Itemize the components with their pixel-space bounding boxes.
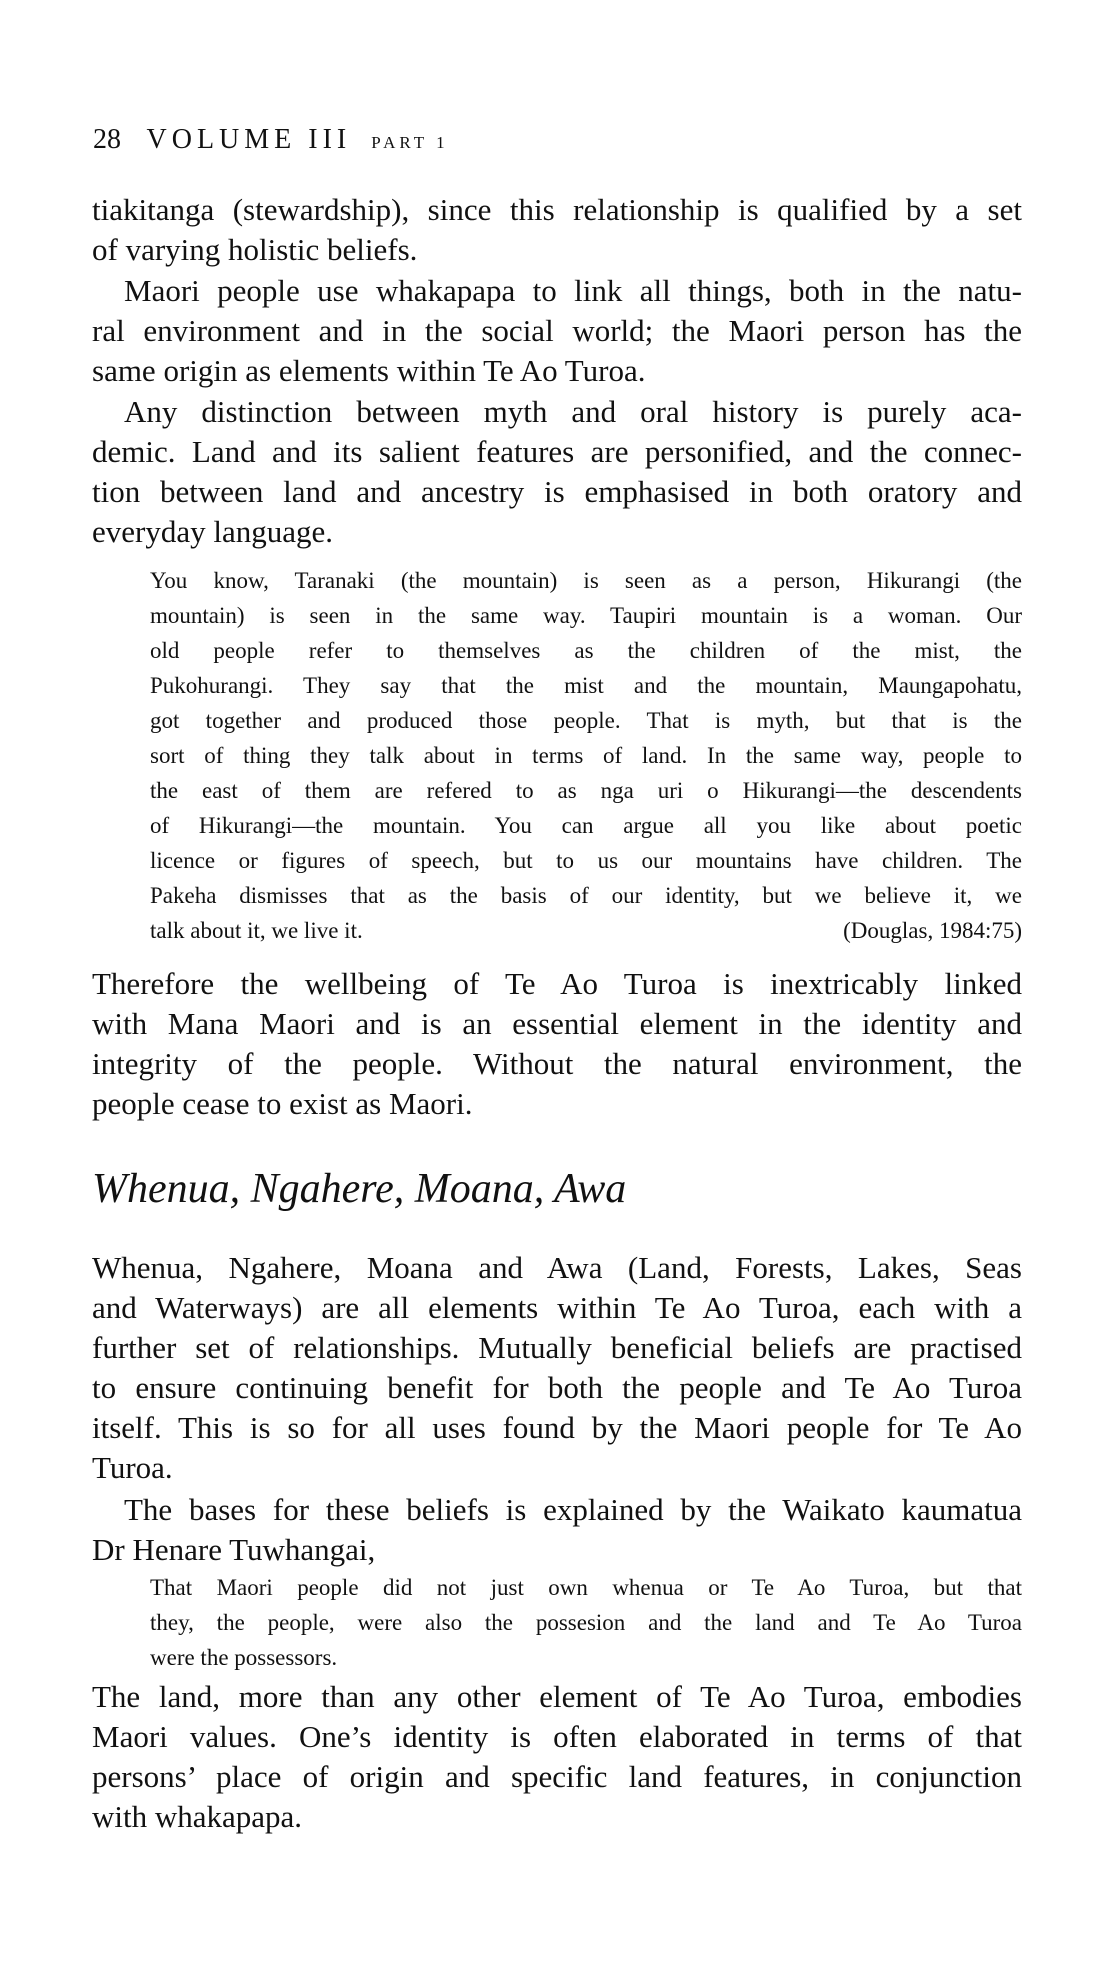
text-line: everyday language.	[92, 514, 333, 549]
citation: (Douglas, 1984:75)	[843, 918, 1022, 943]
quote-line: That Maori people did not just own whenua or Te Ao Turoa, but that	[150, 1575, 1022, 1600]
paragraph-6	[92, 1490, 1022, 1570]
text-line: and Waterways) are all elements within Te Ao Turoa, each with a	[92, 1290, 1022, 1325]
quote-line: got together and produced those people. That is myth, but that is the	[150, 708, 1022, 733]
text-line: Dr Henare Tuwhangai,	[92, 1532, 376, 1567]
quote-line: You know, Taranaki (the mountain) is seen as a person, Hikurangi (the	[150, 568, 1022, 593]
volume-label: VOLUME III	[146, 124, 352, 155]
quote-line: of Hikurangi—the mountain. You can argue all you like about poetic	[150, 813, 1022, 838]
text-line: with whakapapa.	[92, 1799, 303, 1834]
text-line: Maori people use whakapapa to link all things, both in the natu-	[124, 273, 1022, 308]
paragraph-4	[92, 964, 1022, 1124]
paragraph-7	[92, 1677, 1022, 1837]
text-line: people cease to exist as Maori.	[92, 1086, 473, 1121]
quote-line: Pakeha dismisses that as the basis of our identity, but we believe it, we	[150, 883, 1022, 908]
text-line: further set of relationships. Mutually beneficial beliefs are practised	[92, 1330, 1022, 1365]
quote-line: mountain) is seen in the same way. Taupiri mountain is a woman. Our	[150, 603, 1022, 628]
paragraph-5	[92, 1248, 1022, 1488]
part-label: PART 1	[371, 133, 449, 152]
text-line: with Mana Maori and is an essential element in the identity and	[92, 1006, 1022, 1041]
paragraph-2	[92, 271, 1022, 391]
quote-line: Pukohurangi. They say that the mist and the mountain, Maungapohatu,	[150, 673, 1022, 698]
text-line: tiakitanga (stewardship), since this relationship is qualified by a set	[92, 192, 1022, 227]
text-line: Therefore the wellbeing of Te Ao Turoa is inextricably linked	[92, 966, 1022, 1001]
quote-line: licence or figures of speech, but to us our mountains have children. The	[150, 848, 1022, 873]
paragraph-3	[92, 392, 1022, 552]
text-line: tion between land and ancestry is emphasised in both oratory and	[92, 474, 1022, 509]
page-number: 28	[93, 124, 121, 155]
text-line: of varying holistic beliefs.	[92, 232, 418, 267]
text-line: demic. Land and its salient features are personified, and the connec-	[92, 434, 1022, 469]
text-line: The land, more than any other element of Te Ao Turoa, embodies	[92, 1679, 1022, 1714]
text-line: to ensure continuing benefit for both the people and Te Ao Turoa	[92, 1370, 1022, 1405]
quote-line: the east of them are refered to as nga uri o Hikurangi—the descendents	[150, 778, 1022, 803]
section-heading: Whenua, Ngahere, Moana, Awa	[92, 1166, 627, 1212]
quote-line: they, the people, were also the possesion and the land and Te Ao Turoa	[150, 1610, 1022, 1635]
text-line: ral environment and in the social world; the Maori person has the	[92, 313, 1022, 348]
text-line: persons’ place of origin and specific land features, in conjunction	[92, 1759, 1022, 1794]
quote-line: sort of thing they talk about in terms of land. In the same way, people to	[150, 743, 1022, 768]
text-line: Maori values. One’s identity is often elaborated in terms of that	[92, 1719, 1022, 1754]
text-line: itself. This is so for all uses found by the Maori people for Te Ao	[92, 1410, 1022, 1445]
text-line: same origin as elements within Te Ao Turoa.	[92, 353, 646, 388]
quote-line: old people refer to themselves as the children of the mist, the	[150, 638, 1022, 663]
text-line: Any distinction between myth and oral history is purely aca-	[124, 394, 1022, 429]
quote-line: talk about it, we live it.	[150, 918, 363, 943]
paragraph-1	[92, 190, 1022, 270]
text-line: The bases for these beliefs is explained by the Waikato kaumatua	[124, 1492, 1022, 1527]
block-quote-tuwhangai	[150, 1570, 1022, 1675]
block-quote-douglas	[150, 563, 1022, 948]
quote-citation-line	[150, 913, 1022, 948]
text-line: Turoa.	[92, 1450, 173, 1485]
running-header	[93, 124, 449, 156]
text-line: integrity of the people. Without the natural environment, the	[92, 1046, 1022, 1081]
quote-line: were the possessors.	[150, 1645, 338, 1670]
text-line: Whenua, Ngahere, Moana and Awa (Land, Forests, Lakes, Seas	[92, 1250, 1022, 1285]
